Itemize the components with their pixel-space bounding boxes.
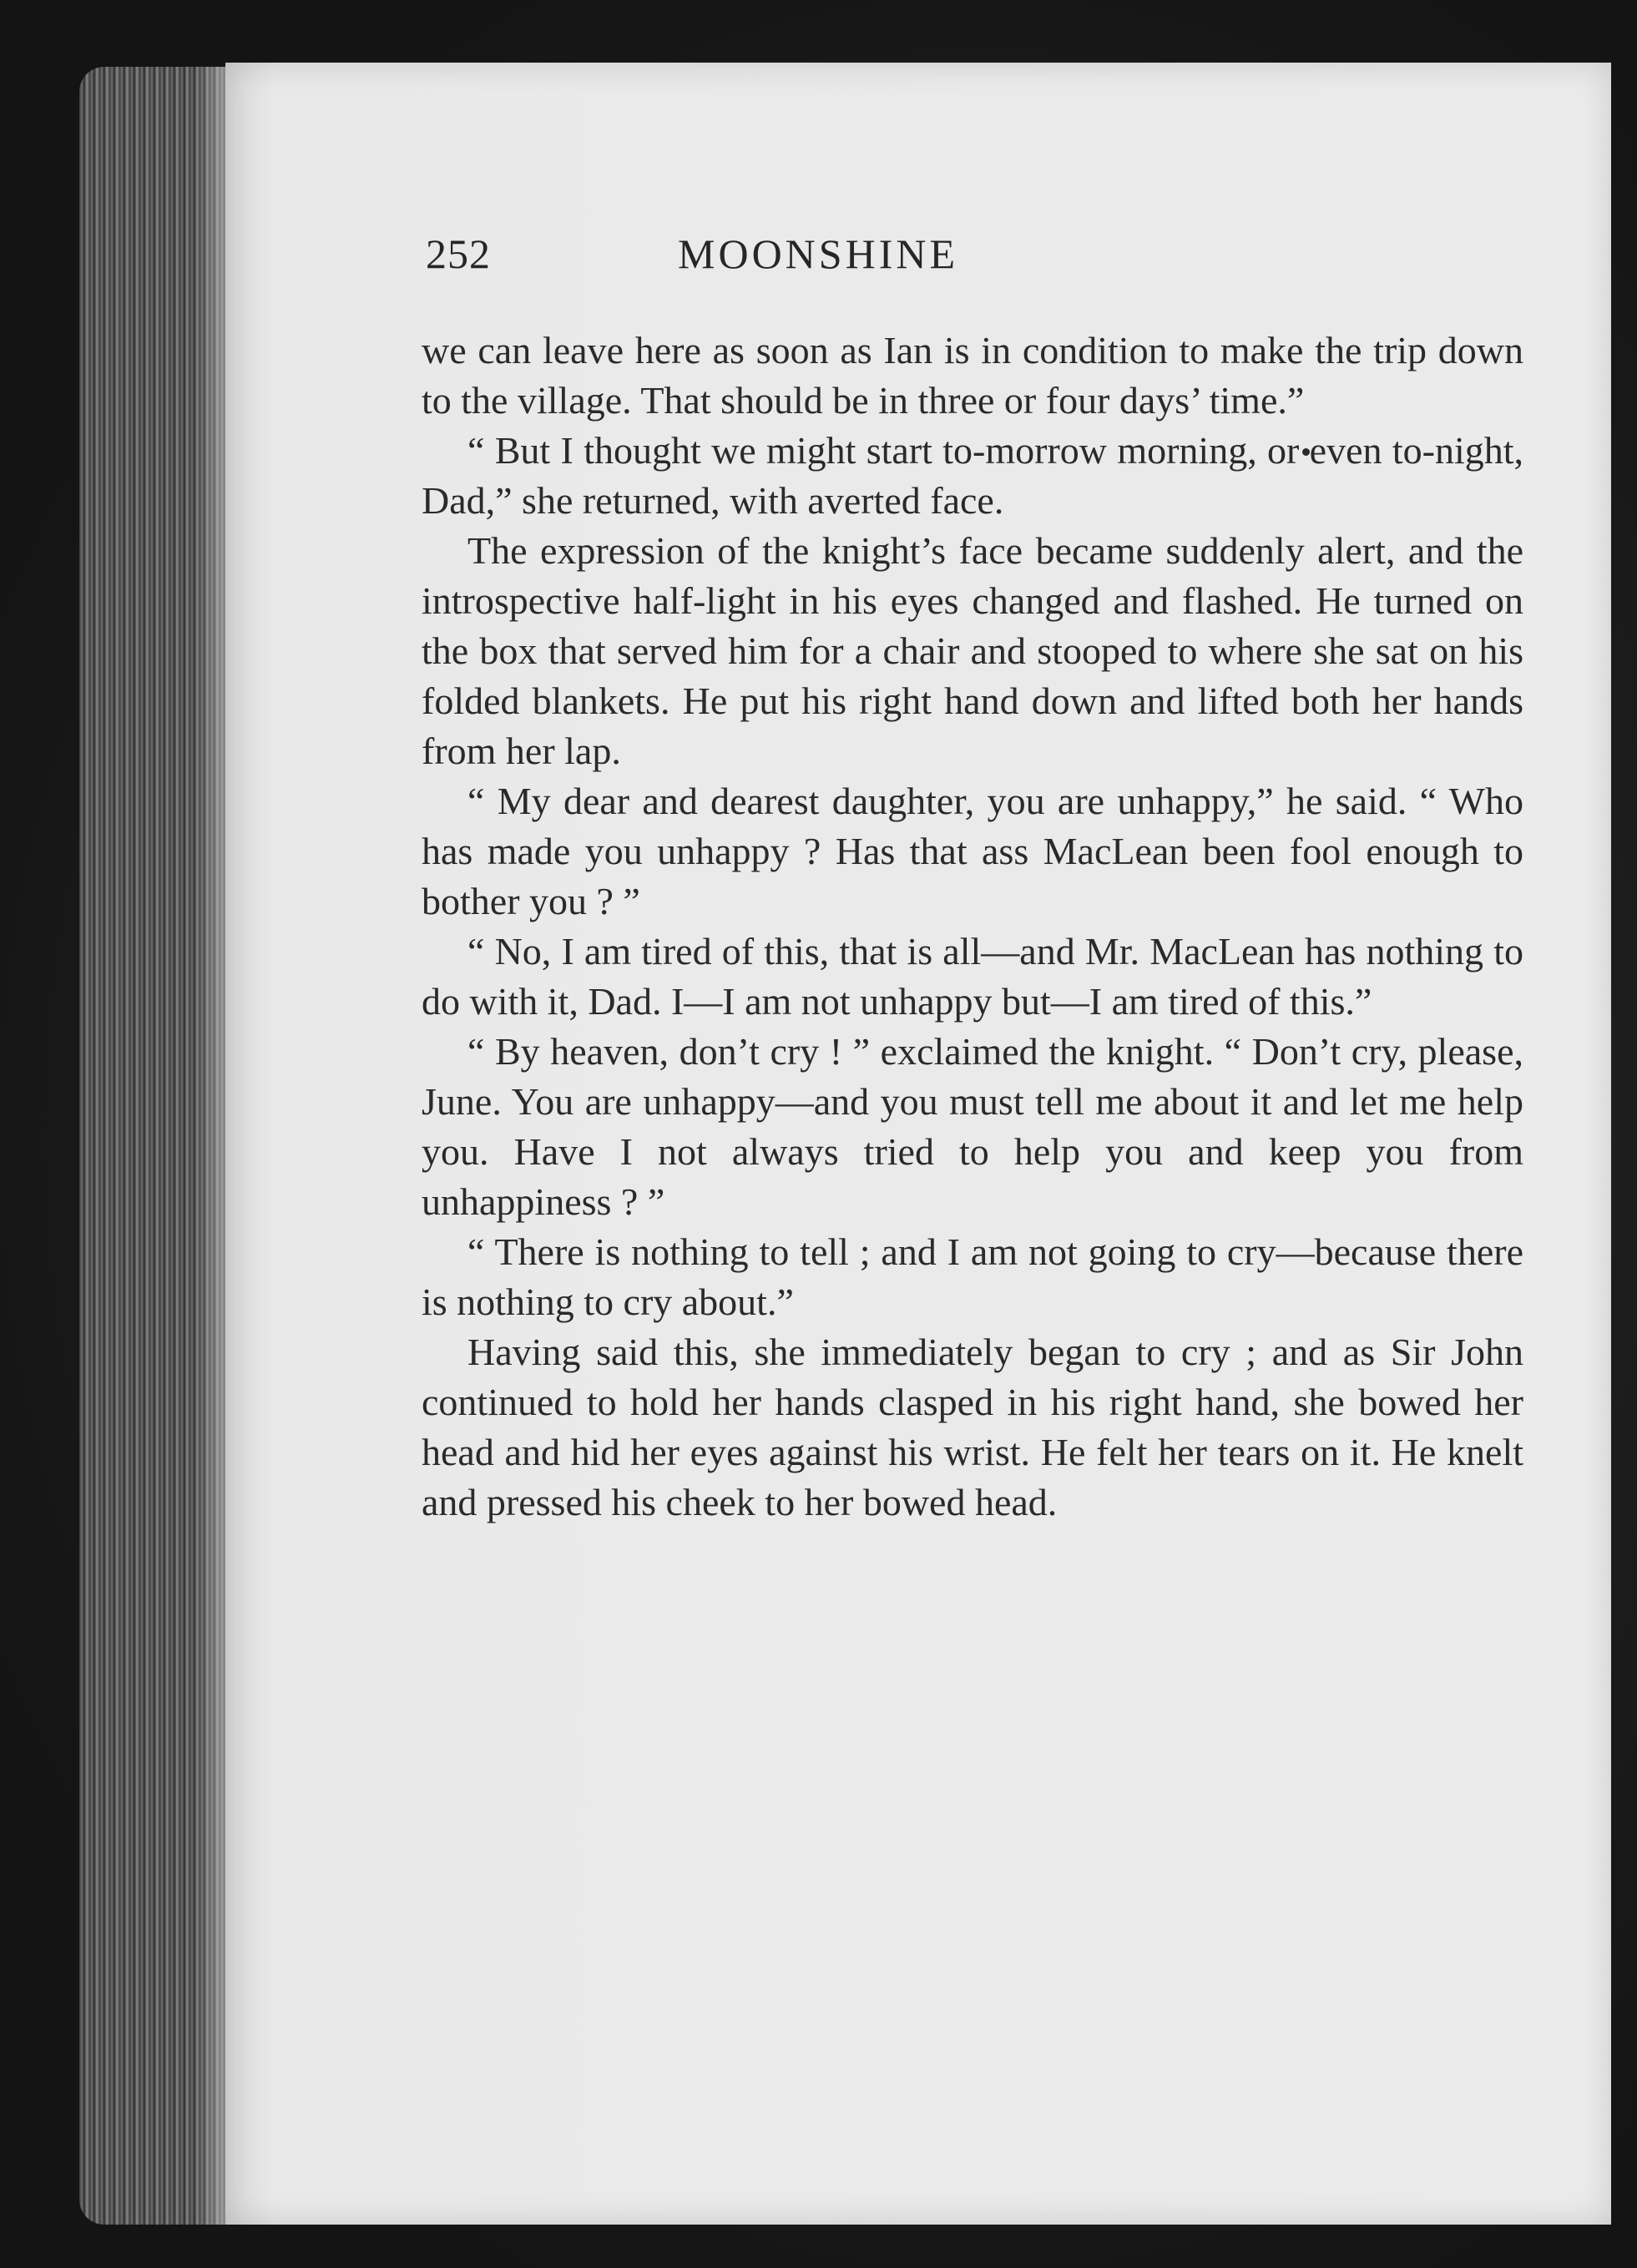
page-header bbox=[426, 230, 1110, 288]
paragraph: “ But I thought we might start to-morrow morning, or even to-night, Dad,” she returned, with averted face. bbox=[422, 429, 1523, 522]
paragraph: “ By heaven, don’t cry ! ” exclaimed the knight. “ Don’t cry, please, June. You are unhappy—and you must tell me about it and let me help you. Have I not always tried to help you and keep you from unhappiness ? ” bbox=[422, 1030, 1523, 1223]
body-text bbox=[422, 326, 1523, 1528]
book-page-edges bbox=[79, 67, 246, 2225]
paragraph: “ My dear and dearest daughter, you are unhappy,” he said. “ Who has made you unhappy ? Has that ass MacLean been fool enough to bother you ? ” bbox=[422, 780, 1523, 922]
running-title: MOONSHINE bbox=[678, 230, 958, 277]
paragraph: we can leave here as soon as Ian is in condition to make the trip down to the village. That should be in three or four days’ time.” bbox=[422, 329, 1523, 422]
page-number: 252 bbox=[426, 230, 491, 277]
paragraph: “ No, I am tired of this, that is all—and Mr. MacLean has nothing to do with it, Dad. I—I am not unhappy but—I am tired of this.” bbox=[422, 930, 1523, 1023]
paragraph: “ There is nothing to tell ; and I am not going to cry—because there is nothing to cry about.” bbox=[422, 1230, 1523, 1323]
paragraph: The expression of the knight’s face became suddenly alert, and the introspective half-light in his eyes changed and flashed. He turned on the box that served him for a chair and stooped to where she sat on his folded blankets. He put his right hand down and lifted both her hands from her lap. bbox=[422, 529, 1523, 772]
paragraph: Having said this, she immediately began to cry ; and as Sir John continued to hold her hands clasped in his right hand, she bowed her head and hid her eyes against his wrist. He felt her tears on it. He knelt and pressed his cheek to her bowed head. bbox=[422, 1331, 1523, 1523]
